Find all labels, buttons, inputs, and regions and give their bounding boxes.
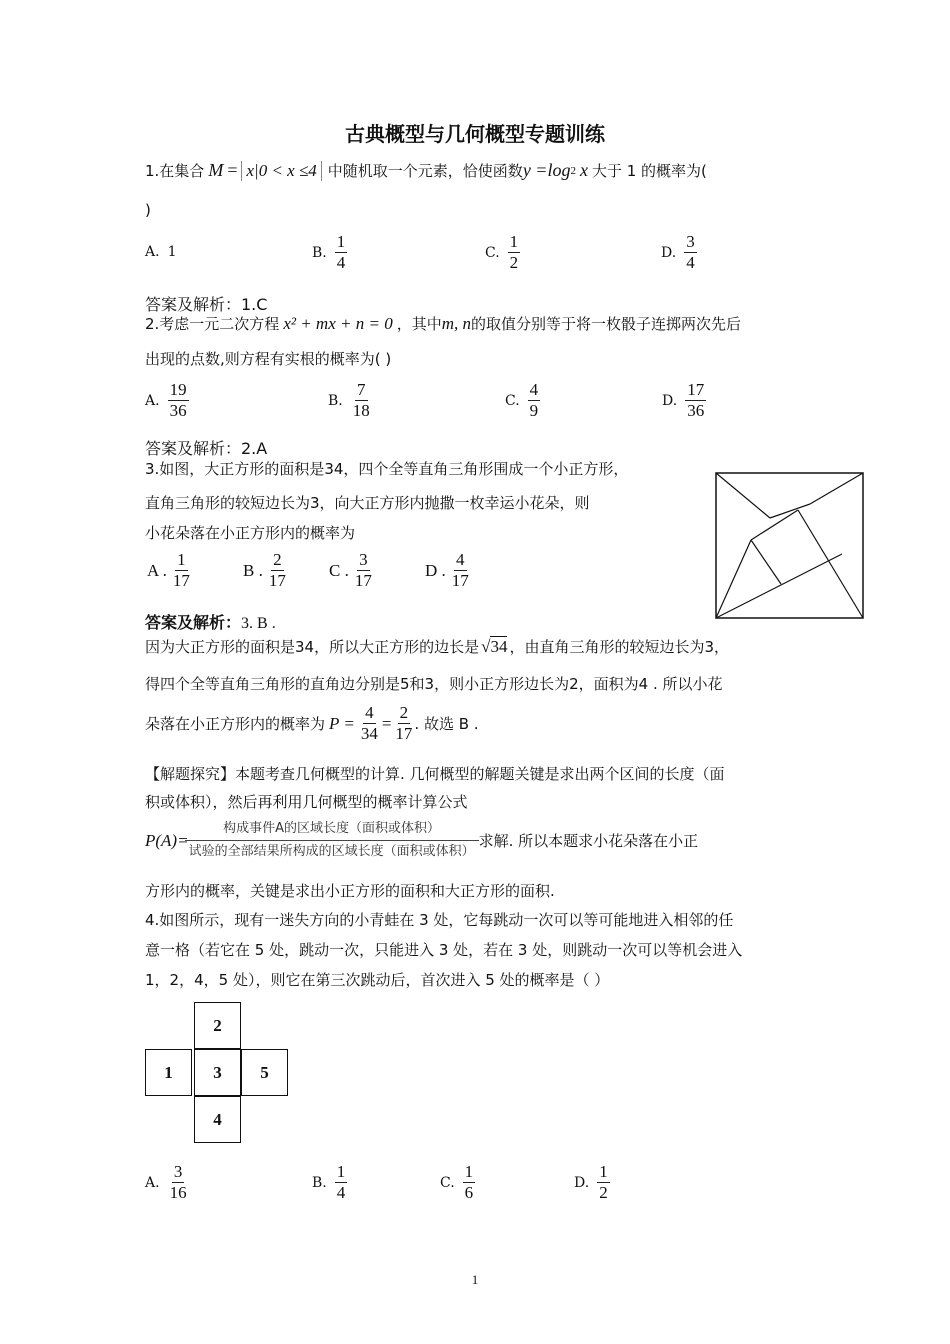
option-fraction [508, 232, 521, 273]
option-fraction [684, 232, 697, 273]
formula-fraction [189, 818, 475, 863]
q4-option-b [312, 1162, 347, 1203]
numerator: 1 [177, 550, 186, 569]
q1-answer: 答案及解析：1.C [145, 295, 268, 314]
outer-square [716, 473, 863, 618]
q4-option-d [574, 1162, 610, 1203]
option-label: A. [145, 392, 160, 409]
numerator: 1 [336, 1162, 346, 1181]
option-label: D . [425, 560, 446, 580]
q1-set-eq: = [227, 160, 238, 180]
denominator: 17 [354, 571, 372, 590]
q2-equation: x² + mx + n = 0 [283, 313, 393, 333]
denominator: 36 [687, 401, 705, 420]
denominator: 2 [599, 1183, 608, 1202]
option-fraction [528, 380, 541, 421]
option-label: C. [485, 244, 500, 261]
numerator: 1 [464, 1162, 474, 1181]
numerator: 3 [359, 550, 368, 569]
denominator: 4 [336, 253, 346, 272]
option-label: D. [661, 244, 677, 261]
grid-cell-top: 2 [194, 1002, 241, 1049]
q2-mid: ，其中 [396, 315, 442, 333]
denominator: 16 [169, 1183, 187, 1202]
option-label: C . [329, 560, 349, 580]
q3-line3: 小花朵落在小正方形内的概率为 [145, 524, 356, 542]
option-label: D. [574, 1174, 590, 1191]
formula-lhs: P(A)= [145, 830, 189, 850]
option-label: A . [147, 560, 167, 580]
option-fraction [353, 550, 374, 591]
denominator: 17 [451, 571, 469, 590]
triangle-edge [716, 554, 842, 618]
q3-solution-line3 [145, 703, 479, 744]
q1-option-d [661, 232, 697, 273]
formula-denominator: 试验的全部结果所构成的区域长度（面积或体积） [188, 844, 475, 859]
q3-explore-line2: 积或体积），然后再利用几何概型的概率计算公式 [145, 793, 468, 811]
numerator: 19 [169, 380, 187, 399]
q1-func-x: x [579, 160, 588, 180]
denominator: 17 [268, 571, 286, 590]
q3-formula-line [145, 818, 698, 863]
numerator: 3 [173, 1162, 183, 1181]
triangle-edge [716, 540, 751, 618]
q3-explore-line4: 方形内的概率，关键是求出小正方形的面积和大正方形的面积. [145, 882, 555, 900]
option-label: C. [505, 392, 520, 409]
q2-option-c [505, 380, 540, 421]
option-label: B. [312, 1174, 327, 1191]
denominator: 6 [464, 1183, 474, 1202]
option-fraction [171, 550, 192, 591]
numerator: 4 [529, 380, 539, 399]
q1-option-c [485, 232, 520, 273]
q3-option-d [425, 550, 471, 591]
numerator: 1 [509, 232, 519, 251]
q2-option-b [328, 380, 372, 421]
equals-sign: = [381, 713, 392, 733]
sol-text: 因为大正方形的面积是34，所以大正方形的边长是 [145, 638, 480, 656]
triangle-edge [810, 473, 863, 504]
numerator: 2 [273, 550, 282, 569]
option-fraction [450, 550, 471, 591]
grid-cell-center: 3 [194, 1049, 241, 1096]
sol-text: 朵落在小正方形内的概率为 [145, 715, 326, 733]
q1-set-body: x|0 < x ≤4 [241, 161, 321, 181]
q4-option-a [145, 1162, 189, 1203]
sqrt-radicand: 34 [490, 636, 508, 656]
q1-prefix: 1.在集合 [145, 162, 205, 180]
prob-symbol: P = [329, 713, 355, 733]
option-fraction [335, 232, 348, 273]
q2-option-d [662, 380, 706, 421]
q1-suffix: 大于 1 的概率为( [591, 162, 707, 180]
denominator: 17 [172, 571, 190, 590]
option-fraction [463, 1162, 476, 1203]
q2-option-a [145, 380, 189, 421]
q4-line2: 意一格（若它在 5 处，跳动一次，只能进入 3 处，若在 3 处，则跳动一次可以等机会进入 [145, 941, 743, 959]
q3-line1: 3.如图，大正方形的面积是34，四个全等直角三角形围成一个小正方形， [145, 460, 629, 478]
option-fraction [168, 380, 189, 421]
grid-cell-bottom: 4 [194, 1096, 241, 1143]
sqrt-expression: √34 [481, 636, 508, 656]
triangle-edge [798, 510, 863, 618]
option-value: 1 [167, 244, 177, 260]
option-fraction [351, 380, 372, 421]
answer-value: 3. B . [241, 615, 276, 632]
numerator: 4 [365, 703, 374, 722]
option-label: D. [662, 392, 678, 409]
q1-option-a [145, 244, 176, 260]
q3-option-b [243, 550, 288, 591]
q1-func-sub: 2 [570, 164, 576, 177]
triangle-edge [751, 510, 798, 540]
answer-label: 答案及解析： [145, 613, 242, 632]
q4-line1: 4.如图所示，现有一迷失方向的小青蛙在 3 处，它每跳动一次可以等可能地进入相邻的任 [145, 911, 734, 929]
q3-line2: 直角三角形的较短边长为3，向大正方形内抛撒一枚幸运小花朵，则 [145, 494, 590, 512]
triangle-edge [770, 504, 810, 518]
q4-line3: 1，2，4，5 处），则它在第三次跳动后，首次进入 5 处的概率是（ ） [145, 971, 610, 989]
sol-text: 求解. 所以本题求小花朵落在小正 [478, 832, 699, 850]
denominator: 4 [686, 253, 695, 272]
q2-stem [145, 313, 741, 334]
q1-stem [145, 160, 707, 181]
option-fraction [685, 380, 706, 421]
q3-solution-line1 [145, 636, 729, 657]
denominator: 4 [336, 1183, 346, 1202]
q3-solution-line2: 得四个全等直角三角形的直角边分别是5和3，则小正方形边长为2，面积为4 . 所以小花 [145, 675, 723, 693]
denominator: 36 [169, 401, 187, 420]
page-title: 古典概型与几何概型专题训练 [345, 122, 605, 146]
fraction [393, 703, 414, 744]
triangle-edge [716, 473, 770, 518]
numerator: 7 [357, 380, 366, 399]
q2-suffix: 的取值分别等于将一枚骰子连掷两次先后 [471, 315, 742, 333]
q1-mid: 中随机取一个元素，恰使函数 [327, 162, 523, 180]
sol-text: ，由直角三角形的较短边长为3， [509, 638, 729, 656]
q1-set-m: M [208, 160, 224, 180]
q1-option-b [312, 232, 347, 273]
formula-numerator: 构成事件A的区域长度（面积或体积） [185, 818, 479, 841]
q2-vars: m, n [441, 313, 471, 333]
q2-prefix: 2.考虑一元二次方程 [145, 315, 280, 333]
sol-text: . 故选 B . [414, 715, 479, 733]
numerator: 17 [687, 380, 705, 399]
denominator: 9 [529, 401, 539, 420]
option-label: C. [440, 1174, 455, 1191]
option-fraction [597, 1162, 610, 1203]
pinwheel-square-figure [715, 472, 865, 620]
option-fraction [168, 1162, 189, 1203]
grid-cell-right: 5 [241, 1049, 288, 1096]
numerator: 1 [599, 1162, 608, 1181]
q2-line2: 出现的点数,则方程有实根的概率为( ) [145, 350, 392, 368]
q3-option-a [147, 550, 192, 591]
page-number: 1 [471, 1272, 479, 1287]
grid-cell-left: 1 [145, 1049, 192, 1096]
q1-close-paren: ) [145, 201, 151, 219]
option-label: A. [145, 244, 160, 260]
option-label: B. [312, 244, 327, 261]
option-fraction [267, 550, 288, 591]
q3-answer [145, 610, 276, 633]
q3-explore-line1: 【解题探究】本题考查几何概型的计算. 几何概型的解题关键是求出两个区间的长度（面 [145, 765, 725, 783]
q3-option-c [329, 550, 374, 591]
numerator: 3 [686, 232, 695, 251]
q4-option-c [440, 1162, 475, 1203]
option-fraction [335, 1162, 348, 1203]
numerator: 1 [336, 232, 346, 251]
option-label: B. [328, 392, 343, 409]
fraction [359, 703, 380, 744]
numerator: 4 [456, 550, 465, 569]
denominator: 34 [360, 724, 378, 743]
denominator: 2 [509, 253, 519, 272]
numerator: 2 [399, 703, 409, 722]
denominator: 17 [395, 724, 413, 743]
triangle-edge [751, 540, 781, 584]
denominator: 18 [352, 401, 370, 420]
option-label: B . [243, 560, 263, 580]
q1-func: y =log [522, 160, 571, 180]
q2-answer: 答案及解析：2.A [145, 439, 268, 458]
option-label: A. [145, 1174, 160, 1191]
